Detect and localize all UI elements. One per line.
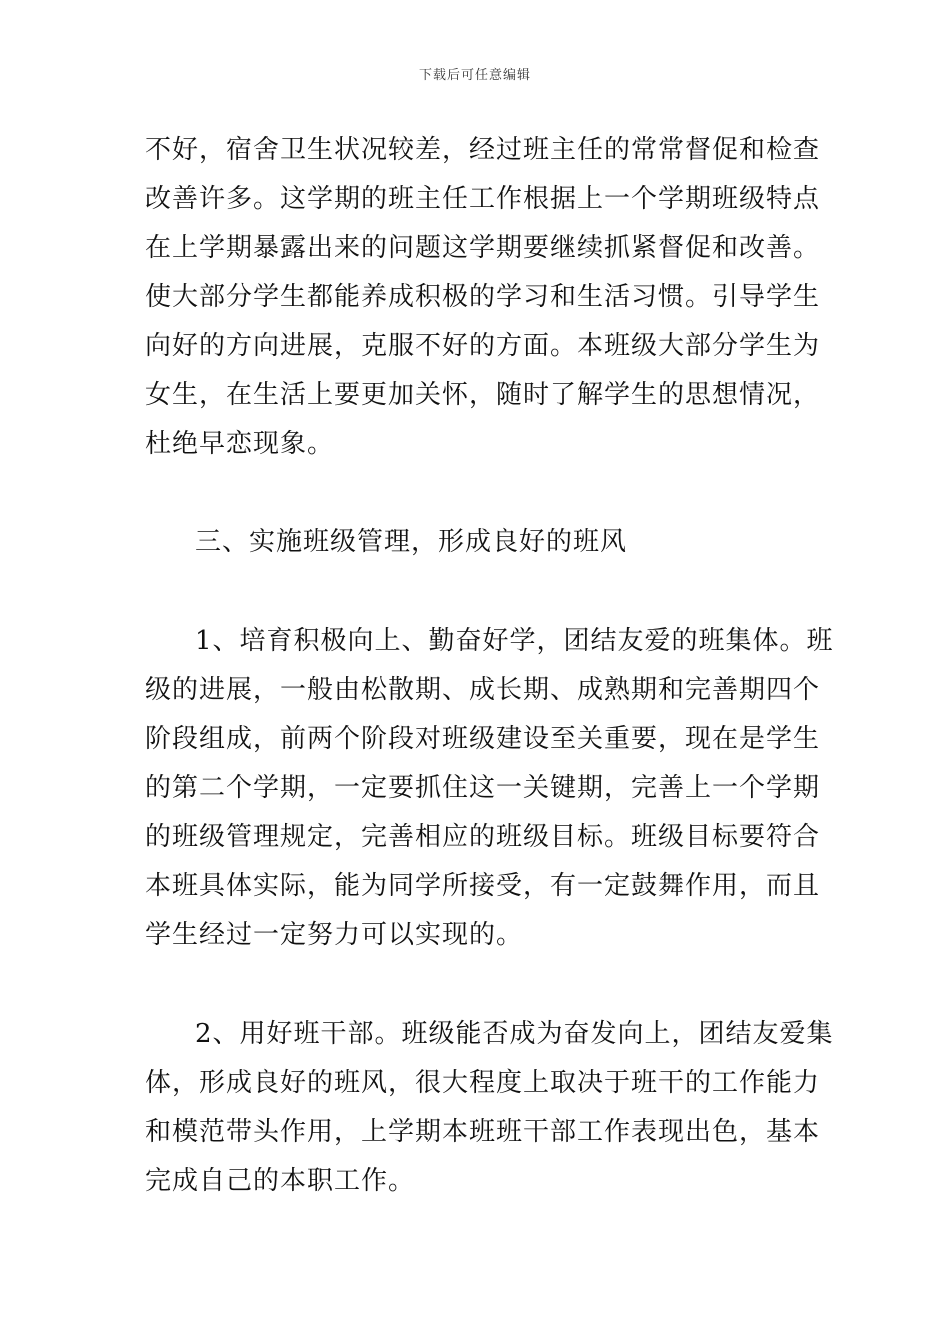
- paragraph-line: 在上学期暴露出来的问题这学期要继续抓紧督促和改善。: [145, 233, 821, 263]
- paragraph-line: 改善许多。这学期的班主任工作根据上一个学期班级特点: [145, 184, 821, 214]
- item-1-line: 1、培育积极向上、勤奋好学，团结友爱的班集体。班: [195, 626, 834, 656]
- item-1-line: 级的进展，一般由松散期、成长期、成熟期和完善期四个: [145, 675, 821, 705]
- paragraph-line: 使大部分学生都能养成积极的学习和生活习惯。引导学生: [145, 282, 821, 312]
- item-2-line: 2、用好班干部。班级能否成为奋发向上，团结友爱集: [195, 1019, 834, 1049]
- paragraph-line: 向好的方向进展，克服不好的方面。本班级大部分学生为: [145, 331, 821, 361]
- paragraph-line: 不好，宿舍卫生状况较差，经过班主任的常常督促和检查: [145, 135, 821, 165]
- paragraph-line: 杜绝早恋现象。: [145, 429, 335, 459]
- item-2-line: 完成自己的本职工作。: [145, 1166, 416, 1196]
- item-2-line: 体，形成良好的班风，很大程度上取决于班干的工作能力: [145, 1068, 821, 1098]
- section-heading: 三、实施班级管理，形成良好的班风: [195, 527, 628, 557]
- item-1-line: 学生经过一定努力可以实现的。: [145, 920, 524, 950]
- item-1-line: 的第二个学期，一定要抓住这一关键期，完善上一个学期: [145, 773, 821, 803]
- paragraph-line: 女生，在生活上要更加关怀，随时了解学生的思想情况，: [145, 380, 821, 410]
- page-header-note: 下载后可任意编辑: [418, 68, 531, 83]
- item-1-line: 的班级管理规定，完善相应的班级目标。班级目标要符合: [145, 822, 821, 852]
- item-1-line: 本班具体实际，能为同学所接受，有一定鼓舞作用，而且: [145, 871, 821, 901]
- item-2-line: 和模范带头作用，上学期本班班干部工作表现出色，基本: [145, 1117, 821, 1147]
- item-1-line: 阶段组成，前两个阶段对班级建设至关重要，现在是学生: [145, 724, 821, 754]
